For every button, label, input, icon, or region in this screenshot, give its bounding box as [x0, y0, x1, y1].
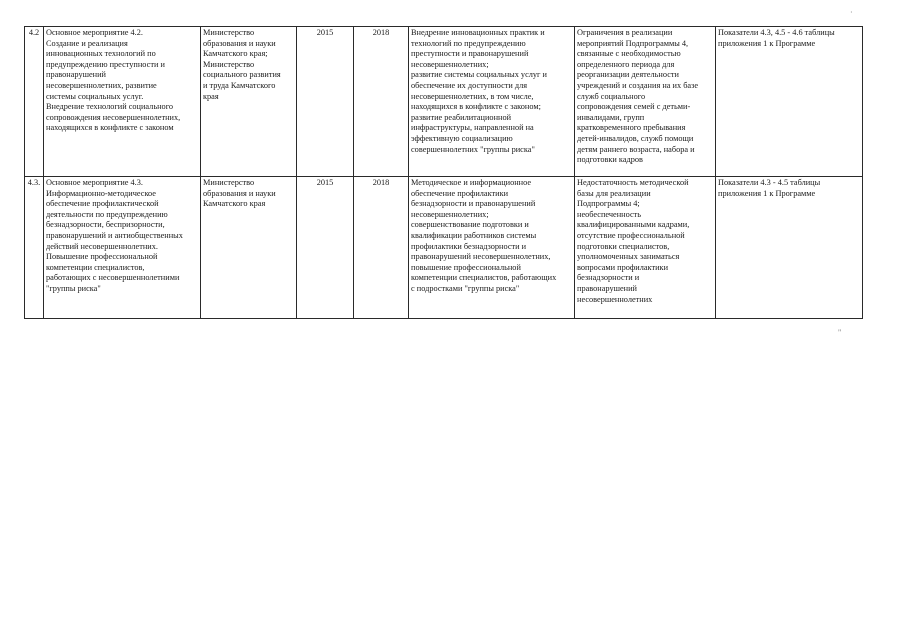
measure-cell: Основное мероприятие 4.3. Информационно-методическое обеспечение профилактической деятельности по предупреждению безнадзорности, беспризорности, правонарушений и антиобщественных действий несовершеннолетних. Повышение профессиональной компетенции специалистов, работающих с несовершеннолетними "группы риска"	[44, 177, 201, 319]
start-year-cell: 2015	[297, 177, 354, 319]
measure-cell: Основное мероприятие 4.2. Создание и реализация инновационных технологий по предупреждению преступности и правонарушений несовершеннолетних, развитие системы социальных услуг. Внедрение технологий социального сопровождения несовершеннолетних, находящихся в конфликте с законом	[44, 27, 201, 177]
scan-mark: "	[838, 328, 842, 337]
row-number: 4.3.	[25, 177, 44, 319]
start-year-cell: 2015	[297, 27, 354, 177]
end-year-cell: 2018	[354, 27, 409, 177]
scan-mark: ·	[850, 8, 853, 17]
row-number: 4.2	[25, 27, 44, 177]
indicators-cell: Показатели 4.3, 4.5 - 4.6 таблицы приложения 1 к Программе	[716, 27, 863, 177]
executor-cell: Министерство образования и науки Камчатского края; Министерство социального развития и труда Камчатского края	[201, 27, 297, 177]
end-year-cell: 2018	[354, 177, 409, 319]
consequences-cell: Ограничения в реализации мероприятий Подпрограммы 4, связанные с необходимостью определенного периода для реорганизации деятельности учреждений и создания на их базе служб социального сопровождения семей с детьми- инвалидами, групп кратковременного пребывания детей-инвалидов, служб помощи детям раннего возраста, набора и подготовки кадров	[575, 27, 716, 177]
expected-result-cell: Методическое и информационное обеспечение профилактики безнадзорности и правонарушений несовершеннолетних; совершенствование подготовки и квалификации работников системы профилактики безнадзорности и правонарушений несовершеннолетних, повышение профессиональной компетенции специалистов, работающих с подростками "группы риска"	[409, 177, 575, 319]
table-row	[25, 177, 863, 319]
executor-cell: Министерство образования и науки Камчатского края	[201, 177, 297, 319]
measures-table	[24, 26, 863, 319]
table-row	[25, 27, 863, 177]
expected-result-cell: Внедрение инновационных практик и технологий по предупреждению преступности и правонарушений несовершеннолетних; развитие системы социальных услуг и обеспечение их доступности для несовершеннолетних, в том числе, находящихся в конфликте с законом; развитие реабилитационной инфраструктуры, направленной на эффективную социализацию совершеннолетних "группы риска"	[409, 27, 575, 177]
consequences-cell: Недостаточность методической базы для реализации Подпрограммы 4; необеспеченность квалифицированными кадрами, отсутствие профессиональной подготовки специалистов, уполномоченных заниматься вопросами профилактики безнадзорности и правонарушений несовершеннолетних	[575, 177, 716, 319]
indicators-cell: Показатели 4.3 - 4.5 таблицы приложения 1 к Программе	[716, 177, 863, 319]
